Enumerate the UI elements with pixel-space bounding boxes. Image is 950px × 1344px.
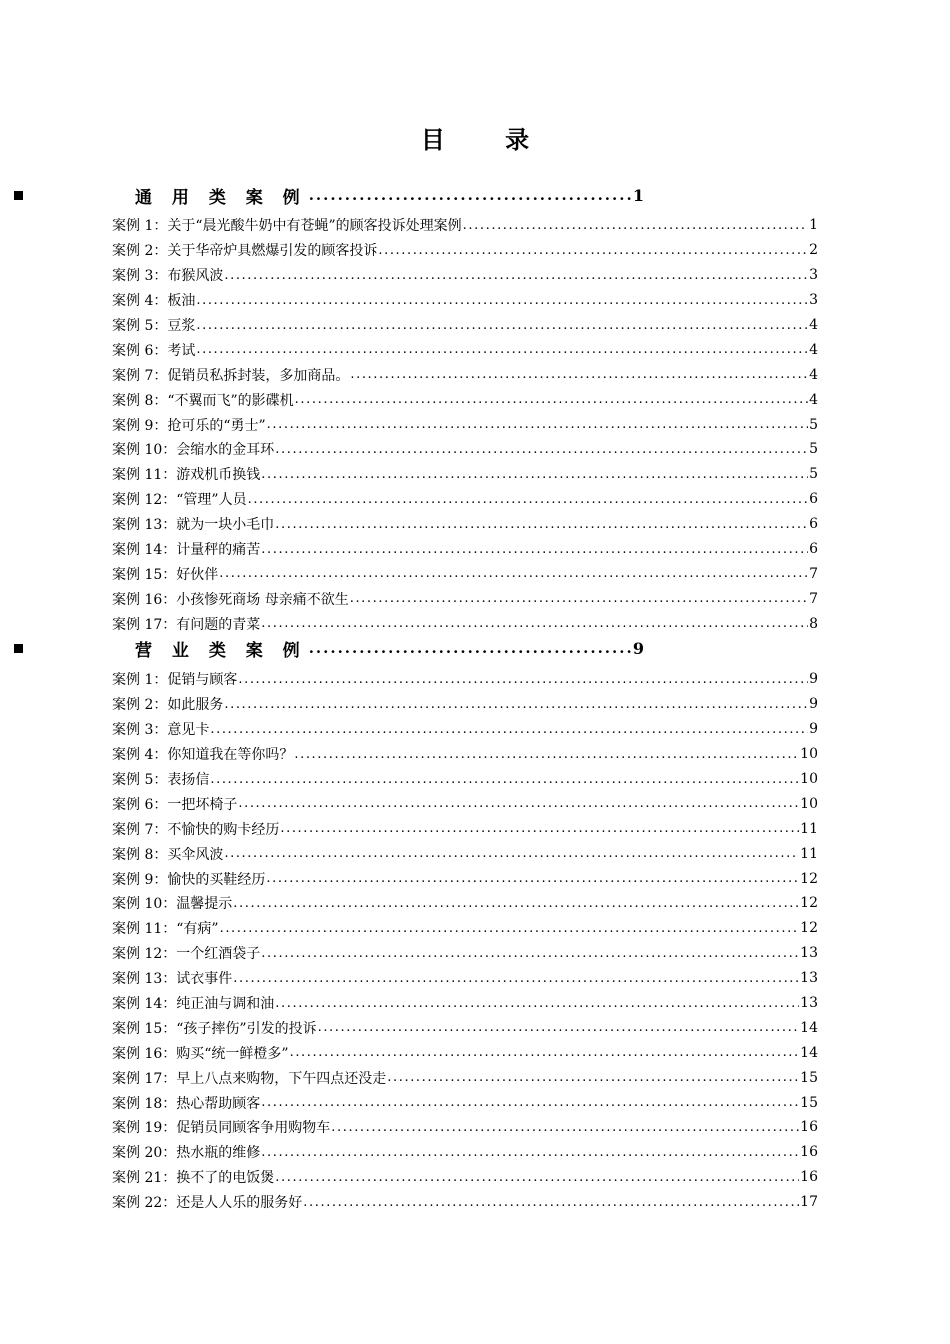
entry-page-number: 6 xyxy=(809,516,818,533)
toc-entry[interactable] xyxy=(112,362,818,387)
entry-label: 案例 19：促销员同顾客争用购物车 xyxy=(112,1120,331,1137)
entry-label: 案例 10：会缩水的金耳环 xyxy=(112,442,275,459)
entry-label: 案例 12：一个红酒袋子 xyxy=(112,946,261,963)
dot-leader xyxy=(233,896,799,911)
dot-leader xyxy=(275,996,799,1011)
entry-page-number: 4 xyxy=(809,391,818,408)
entry-page-number: 16 xyxy=(800,1119,818,1136)
entry-label: 案例 2：关于华帝炉具燃爆引发的顾客投诉 xyxy=(112,243,378,260)
toc-entry[interactable] xyxy=(112,991,818,1016)
dot-leader xyxy=(220,921,800,936)
toc-entry[interactable] xyxy=(112,1015,818,1040)
entry-label: 案例 16：购买“统一鲜橙多” xyxy=(112,1045,289,1062)
section-title: 通 用 类 案 例 xyxy=(135,187,307,208)
entry-page-number: 13 xyxy=(800,945,818,962)
toc-entry[interactable] xyxy=(112,1065,818,1090)
entry-label: 案例 4：你知道我在等你吗？ xyxy=(112,747,294,764)
entry-label: 案例 1：关于“晨光酸牛奶中有苍蝇”的顾客投诉处理案例 xyxy=(112,218,462,235)
dot-leader xyxy=(196,318,808,333)
entry-page-number: 7 xyxy=(809,590,818,607)
dot-leader xyxy=(275,442,808,457)
entry-label: 案例 10：温馨提示 xyxy=(112,896,233,913)
entry-page-number: 17 xyxy=(800,1194,818,1211)
toc-entry[interactable] xyxy=(112,238,818,263)
dot-leader xyxy=(290,1045,800,1060)
entry-page-number: 16 xyxy=(800,1169,818,1186)
toc-entry[interactable] xyxy=(112,263,818,288)
entry-page-number: 11 xyxy=(800,845,818,862)
entry-label: 案例 1：促销与顾客 xyxy=(112,672,238,689)
dot-leader xyxy=(267,417,808,432)
entry-label: 案例 3：布猴风波 xyxy=(112,268,224,285)
toc-entry[interactable] xyxy=(112,841,818,866)
toc-entry[interactable] xyxy=(112,667,818,692)
entry-page-number: 6 xyxy=(809,541,818,558)
entry-page-number: 3 xyxy=(809,292,818,309)
dot-leader xyxy=(318,1020,800,1035)
toc-entry[interactable] xyxy=(112,816,818,841)
dot-leader xyxy=(210,722,808,737)
entry-label: 案例 14：纯正油与调和油 xyxy=(112,996,275,1013)
toc-entry[interactable] xyxy=(112,717,818,742)
section-page-number: 1 xyxy=(632,185,644,205)
toc-entry[interactable] xyxy=(112,337,818,362)
toc-entry[interactable] xyxy=(112,437,818,462)
entry-page-number: 8 xyxy=(809,615,818,632)
dot-leader xyxy=(196,293,808,308)
toc-entry[interactable] xyxy=(112,1115,818,1140)
entry-page-number: 16 xyxy=(800,1144,818,1161)
entry-page-number: 7 xyxy=(809,565,818,582)
entry-page-number: 9 xyxy=(809,721,818,738)
toc-entry[interactable] xyxy=(112,791,818,816)
entry-label: 案例 2：如此服务 xyxy=(112,697,224,714)
dot-leader xyxy=(261,542,808,557)
entry-page-number: 12 xyxy=(800,920,818,937)
dot-leader xyxy=(224,697,808,712)
toc-entry[interactable] xyxy=(112,891,818,916)
entry-label: 案例 15：好伙伴 xyxy=(112,566,219,583)
square-bullet-icon xyxy=(14,644,23,653)
entry-page-number: 10 xyxy=(800,771,818,787)
entry-label: 案例 13：试衣事件 xyxy=(112,971,233,988)
page-title: 目 录 xyxy=(420,125,556,154)
dot-leader xyxy=(261,946,799,961)
entry-label: 案例 9：愉快的买鞋经历 xyxy=(112,871,266,888)
dot-leader xyxy=(233,971,799,986)
dot-leader xyxy=(261,467,808,482)
entry-label: 案例 7：促销员私拆封装，多加商品。 xyxy=(112,367,350,384)
entry-label: 案例 5：表扬信 xyxy=(112,772,210,788)
entry-label: 案例 13：就为一块小毛巾 xyxy=(112,517,275,534)
entry-page-number: 5 xyxy=(809,416,818,433)
dot-leader xyxy=(238,672,808,687)
entry-page-number: 15 xyxy=(800,1069,818,1086)
entry-page-number: 4 xyxy=(809,366,818,383)
entry-page-number: 6 xyxy=(809,491,818,508)
dot-leader xyxy=(309,639,631,657)
dot-leader xyxy=(261,1145,799,1160)
dot-leader xyxy=(196,342,808,357)
toc-entry[interactable] xyxy=(112,692,818,717)
entry-page-number: 12 xyxy=(800,870,818,887)
entry-page-number: 1 xyxy=(809,217,818,234)
dot-leader xyxy=(309,186,631,204)
entry-label: 案例 6：考试 xyxy=(112,342,196,359)
toc-list-general xyxy=(112,213,818,636)
toc-entry[interactable] xyxy=(112,512,818,537)
dot-leader xyxy=(295,392,808,407)
toc-entry[interactable] xyxy=(112,412,818,437)
entry-page-number: 9 xyxy=(809,671,818,688)
entry-page-number: 15 xyxy=(800,1094,818,1111)
entry-page-number: 2 xyxy=(809,242,818,259)
toc-entry[interactable] xyxy=(112,1140,818,1165)
dot-leader xyxy=(303,1195,799,1210)
toc-entry[interactable] xyxy=(112,213,818,238)
toc-entry[interactable] xyxy=(112,1090,818,1115)
entry-page-number: 9 xyxy=(809,696,818,713)
entry-page-number: 3 xyxy=(809,267,818,284)
entry-page-number: 4 xyxy=(809,317,818,333)
dot-leader xyxy=(266,871,799,886)
toc-list-business xyxy=(112,667,818,1215)
dot-leader xyxy=(248,492,808,507)
entry-label: 案例 11：“有病” xyxy=(112,921,219,938)
entry-label: 案例 11：游戏机币换钱 xyxy=(112,467,261,484)
toc-entry[interactable] xyxy=(112,1165,818,1190)
dot-leader xyxy=(224,846,799,861)
dot-leader xyxy=(280,821,799,836)
entry-label: 案例 15：“孩子摔伤”引发的投诉 xyxy=(112,1020,317,1037)
entry-label: 案例 18：热心帮助顾客 xyxy=(112,1095,261,1112)
toc-entry[interactable] xyxy=(112,1190,818,1215)
entry-page-number: 5 xyxy=(809,441,818,458)
entry-label: 案例 12：“管理”人员 xyxy=(112,492,247,509)
dot-leader xyxy=(331,1120,799,1135)
toc-entry[interactable] xyxy=(112,586,818,611)
dot-leader xyxy=(261,1095,799,1110)
section-heading-business[interactable] xyxy=(14,636,644,660)
entry-page-number: 14 xyxy=(800,1044,818,1061)
entry-label: 案例 17：早上八点来购物，下午四点还没走 xyxy=(112,1070,387,1087)
entry-label: 案例 8：买伞风波 xyxy=(112,846,224,863)
entry-label: 案例 21：换不了的电饭煲 xyxy=(112,1170,275,1187)
entry-page-number: 12 xyxy=(800,895,818,912)
entry-page-number: 10 xyxy=(800,795,818,812)
section-title: 营 业 类 案 例 xyxy=(135,640,307,661)
toc-entry[interactable] xyxy=(112,313,818,338)
entry-label: 案例 22：还是人人乐的服务好 xyxy=(112,1195,303,1212)
toc-entry[interactable] xyxy=(112,767,818,792)
toc-entry[interactable] xyxy=(112,966,818,991)
entry-label: 案例 17：有问题的青菜 xyxy=(112,616,261,633)
dot-leader xyxy=(219,566,808,581)
dot-leader xyxy=(275,1170,799,1185)
entry-page-number: 10 xyxy=(800,746,818,763)
section-page-number: 9 xyxy=(632,638,644,658)
entry-label: 案例 8：“不翼而飞”的影碟机 xyxy=(112,392,294,409)
entry-label: 案例 5：豆浆 xyxy=(112,318,196,334)
entry-page-number: 11 xyxy=(800,820,818,837)
entry-label: 案例 14：计量秤的痛苦 xyxy=(112,542,261,559)
dot-leader xyxy=(224,268,808,283)
toc-entry[interactable] xyxy=(112,1040,818,1065)
entry-label: 案例 20：热水瓶的维修 xyxy=(112,1145,261,1162)
toc-entry[interactable] xyxy=(112,487,818,512)
dot-leader xyxy=(463,218,808,233)
dot-leader xyxy=(238,796,799,811)
toc-entry[interactable] xyxy=(112,611,818,636)
toc-entry[interactable] xyxy=(112,288,818,313)
section-heading-general[interactable] xyxy=(14,183,644,207)
entry-page-number: 5 xyxy=(809,466,818,483)
toc-entry[interactable] xyxy=(112,462,818,487)
dot-leader xyxy=(261,616,808,631)
dot-leader xyxy=(350,591,808,606)
toc-entry[interactable] xyxy=(112,941,818,966)
entry-page-number: 13 xyxy=(800,970,818,987)
dot-leader xyxy=(387,1070,799,1085)
toc-entry[interactable] xyxy=(112,742,818,767)
toc-entry[interactable] xyxy=(112,916,818,941)
toc-entry[interactable] xyxy=(112,866,818,891)
entry-label: 案例 3：意见卡 xyxy=(112,722,210,739)
entry-page-number: 14 xyxy=(800,1019,818,1036)
square-bullet-icon xyxy=(14,191,23,200)
toc-entry[interactable] xyxy=(112,561,818,586)
entry-label: 案例 4：板油 xyxy=(112,293,196,310)
entry-label: 案例 6：一把坏椅子 xyxy=(112,796,238,813)
entry-page-number: 13 xyxy=(800,995,818,1012)
dot-leader xyxy=(350,367,808,382)
dot-leader xyxy=(275,517,808,532)
toc-entry[interactable] xyxy=(112,387,818,412)
dot-leader xyxy=(210,772,799,787)
dot-leader xyxy=(378,243,808,258)
toc-entry[interactable] xyxy=(112,537,818,562)
entry-label: 案例 9：抢可乐的“勇士” xyxy=(112,417,266,434)
entry-label: 案例 7：不愉快的购卡经历 xyxy=(112,821,280,838)
dot-leader xyxy=(294,747,799,762)
entry-page-number: 4 xyxy=(809,341,818,358)
entry-label: 案例 16：小孩惨死商场 母亲痛不欲生 xyxy=(112,591,349,608)
